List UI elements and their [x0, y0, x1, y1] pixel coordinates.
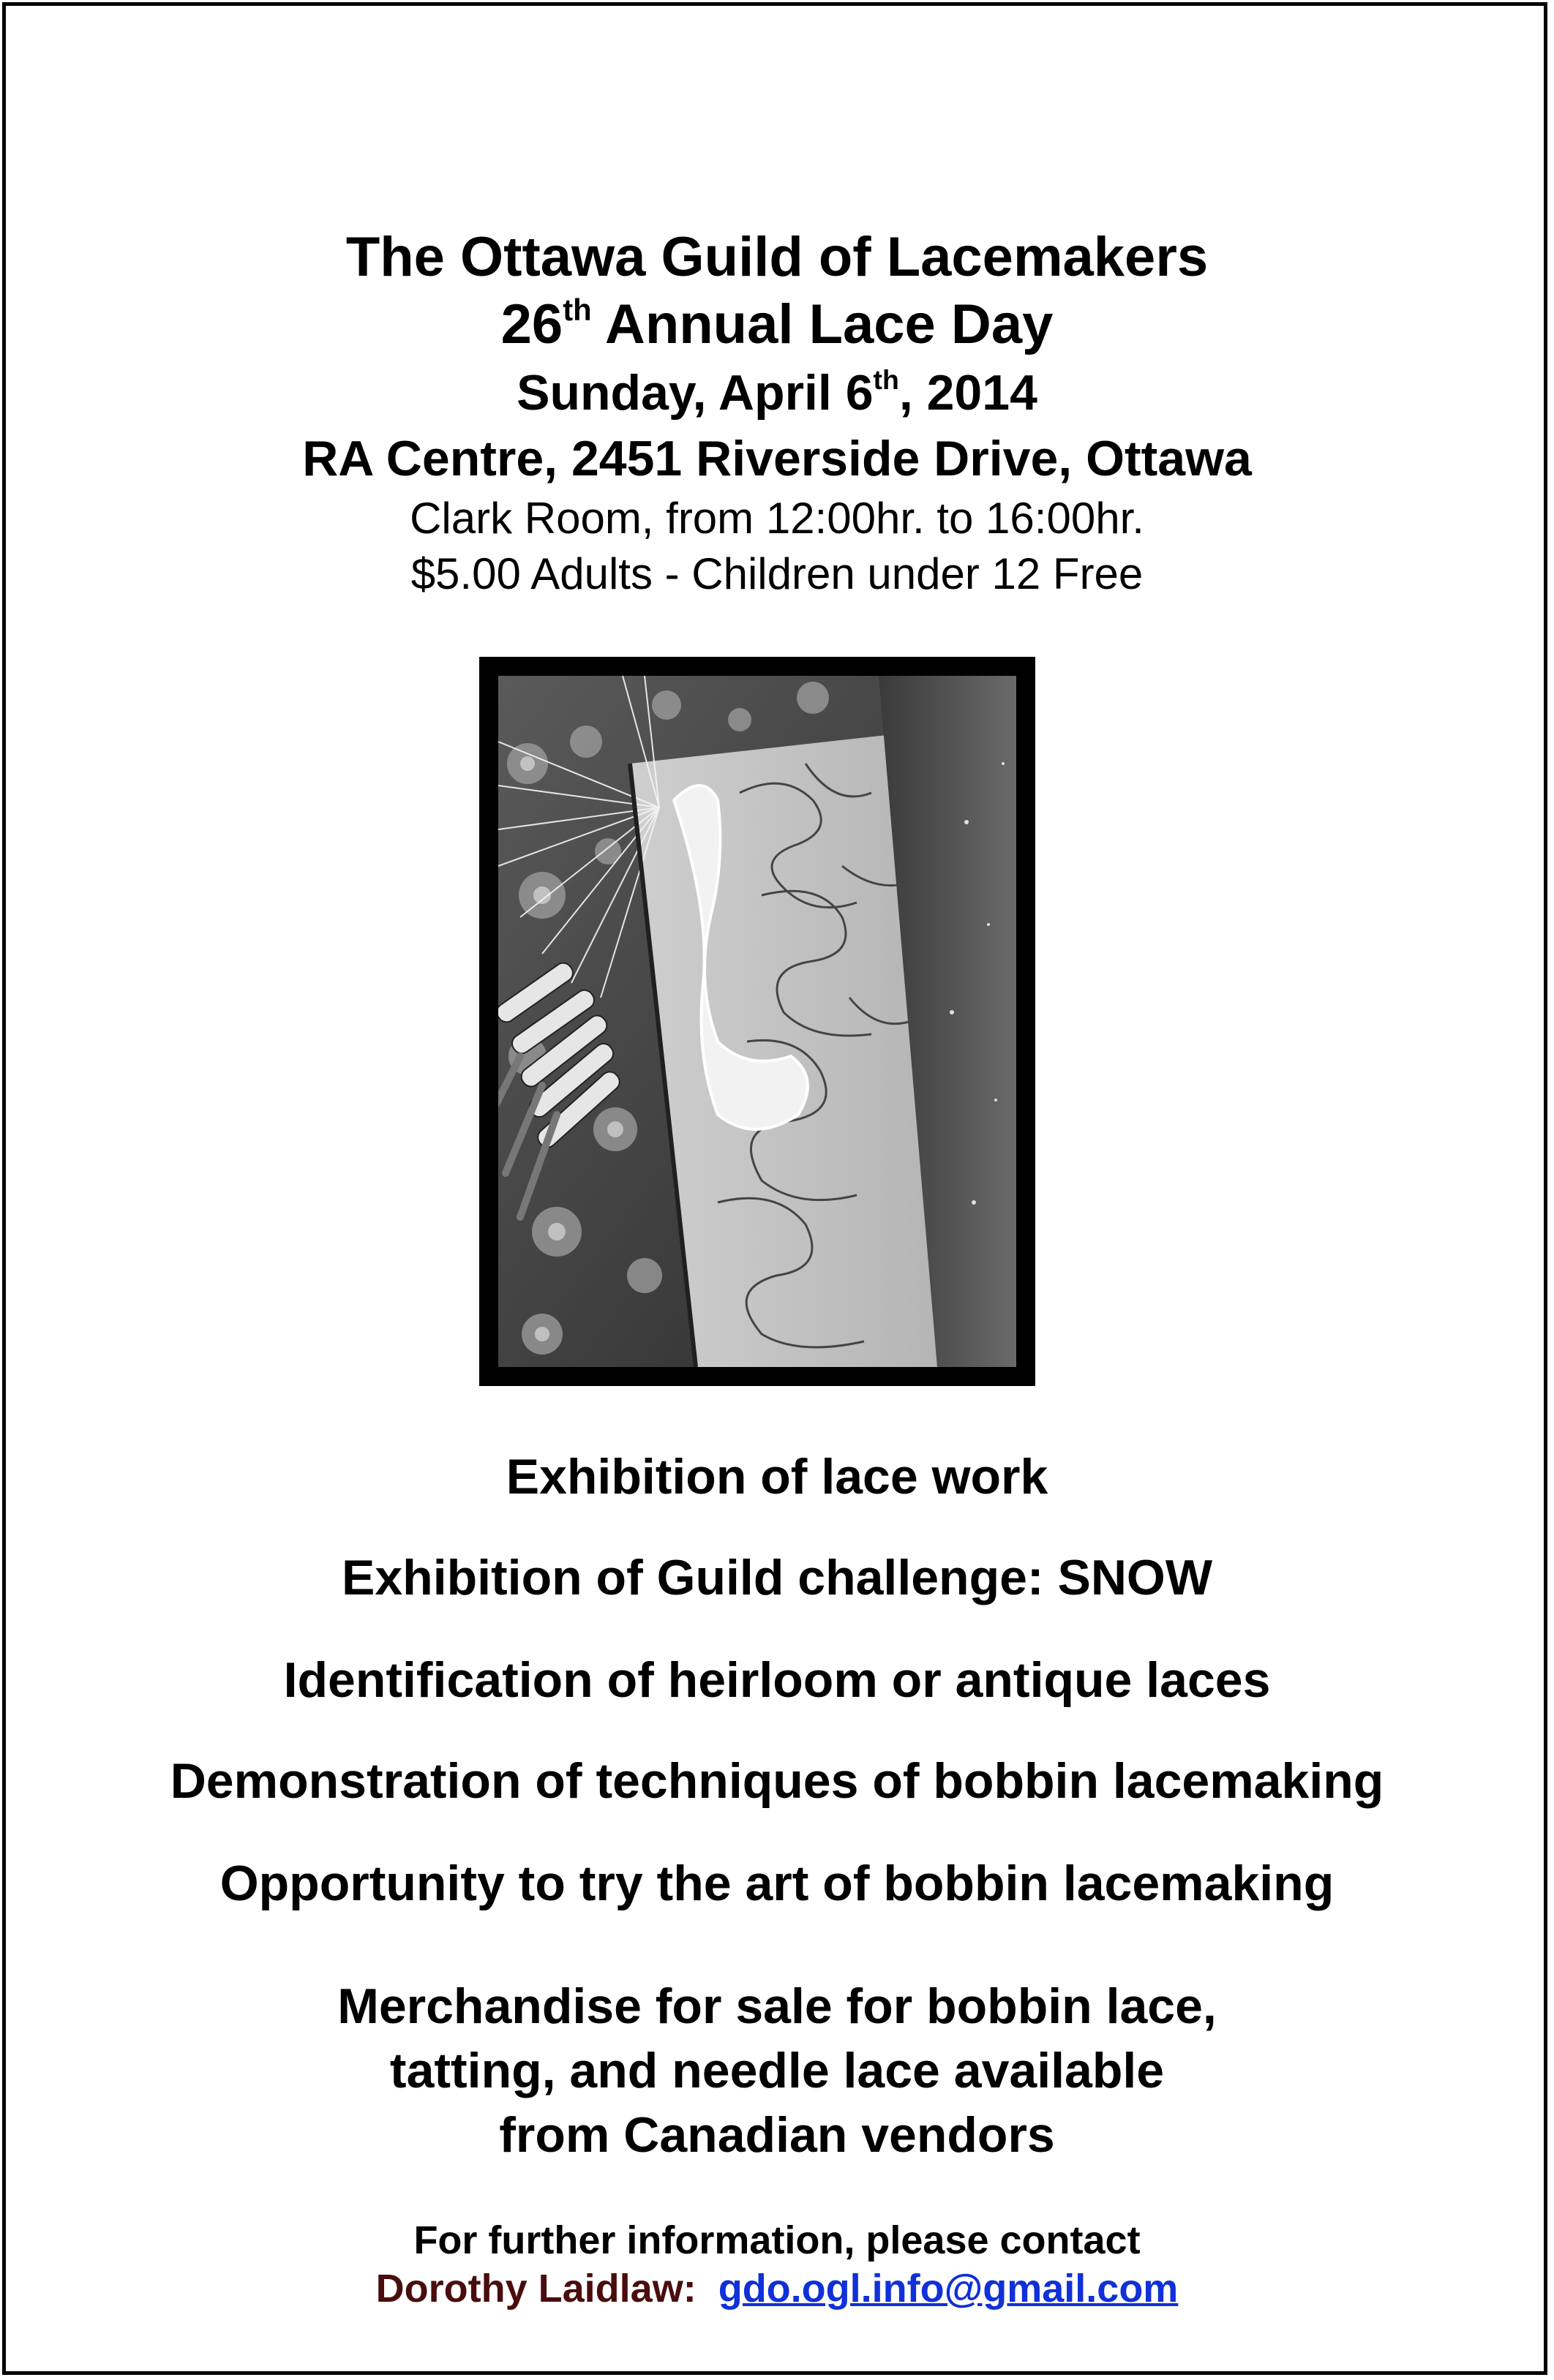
event-price: $5.00 Adults - Children under 12 Free	[410, 549, 1144, 598]
contact-line	[0, 2266, 1554, 2311]
activity-item: Identification of heirloom or antique laces	[283, 1652, 1271, 1708]
activity-item: Opportunity to try the art of bobbin lacemaking	[219, 1856, 1335, 1911]
event-room-time: Clark Room, from 12:00hr. to 16:00hr.	[410, 494, 1144, 543]
event-venue: RA Centre, 2451 Riverside Drive, Ottawa	[302, 431, 1252, 486]
contact-email-link[interactable]: gdo.ogl.info@gmail.com	[718, 2267, 1179, 2311]
guild-title: The Ottawa Guild of Lacemakers	[345, 226, 1209, 288]
lace-photo-frame	[479, 657, 1035, 1386]
merchandise-line: from Canadian vendors	[499, 2107, 1055, 2163]
event-title: 26th Annual Lace Day	[500, 292, 1054, 355]
merchandise-line: Merchandise for sale for bobbin lace,	[337, 1978, 1217, 2034]
contact-intro: For further information, please contact	[413, 2218, 1141, 2262]
event-date: Sunday, April 6th, 2014	[517, 364, 1037, 421]
activity-item: Demonstration of techniques of bobbin lacemaking	[170, 1753, 1384, 1809]
activity-item: Exhibition of lace work	[506, 1449, 1048, 1505]
activity-item: Exhibition of Guild challenge: SNOW	[342, 1550, 1212, 1605]
lace-pillow-photo	[498, 676, 1016, 1367]
contact-name: Dorothy Laidlaw:	[375, 2267, 697, 2311]
merchandise-line: tatting, and needle lace available	[389, 2043, 1165, 2098]
